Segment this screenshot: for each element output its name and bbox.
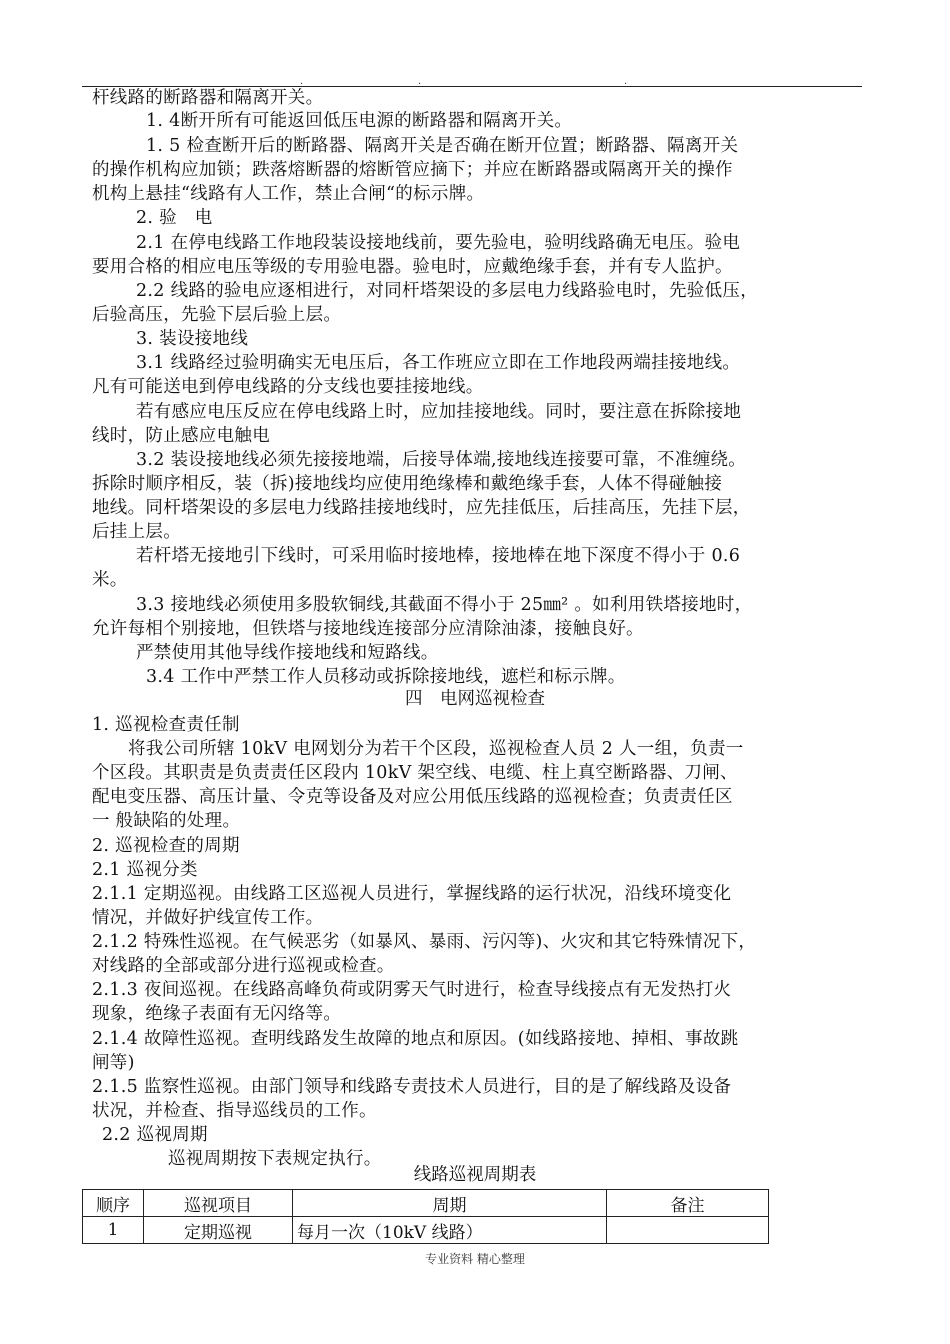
header-dot: .	[300, 76, 304, 87]
text-line: 2. 巡视检查的周期	[92, 836, 240, 856]
text-line: 2.1.5 监察性巡视。由部门领导和线路专责技术人员进行，目的是了解线路及设备	[92, 1077, 732, 1097]
text-line: 2.2 巡视周期	[102, 1125, 208, 1145]
text-line: 2.2 线路的验电应逐相进行，对同杆塔架设的多层电力线路验电时，先验低压，	[136, 281, 758, 301]
text-line: 3.4 工作中严禁工作人员移动或拆除接地线，遮栏和标示牌。	[146, 667, 626, 687]
text-line: 米。	[92, 570, 128, 590]
text-line: 2. 验 电	[136, 208, 213, 228]
header-dot: .	[418, 76, 422, 87]
text-line: 的操作机构应加锁；跌落熔断器的熔断管应摘下；并应在断路器或隔离开关的操作	[92, 160, 733, 180]
text-line: 机构上悬挂“线路有人工作，禁止合闸“的标示牌。	[92, 184, 485, 204]
text-line: 后挂上层。	[92, 522, 181, 542]
text-line: 杆线路的断路器和隔离开关。	[92, 88, 324, 108]
text-line: 凡有可能送电到停电线路的分支线也要挂接地线。	[92, 377, 484, 397]
text-line: 3. 装设接地线	[136, 329, 249, 349]
table-header-row	[83, 1190, 769, 1217]
table-header-cell: 备注	[607, 1190, 769, 1217]
text-line: 一 般缺陷的处理。	[92, 811, 241, 831]
text-line: 2.1.3 夜间巡视。在线路高峰负荷或阴雾天气时进行，检查导线接点有无发热打火	[92, 980, 732, 1000]
table-title: 线路巡视周期表	[413, 1165, 537, 1185]
text-line: 1. 4断开所有可能返回低压电源的断路器和隔离开关。	[146, 111, 573, 131]
text-line: 2.1 在停电线路工作地段装设接地线前，要先验电，验明线路确无电压。验电	[136, 233, 741, 253]
text-line: 3.3 接地线必须使用多股软铜线,其截面不得小于 25㎜² 。如利用铁塔接地时，	[136, 595, 753, 615]
text-line: 3.1 线路经过验明确实无电压后，各工作班应立即在工作地段两端挂接地线。	[136, 353, 741, 373]
text-line: 个区段。其职责是负责责任区段内 10kV 架空线、电缆、柱上真空断路器、刀闸、	[92, 763, 738, 783]
text-line: 允许每相个别接地，但铁塔与接地线连接部分应清除油漆，接触良好。	[92, 619, 644, 639]
text-line: 情况，并做好护线宣传工作。	[92, 908, 324, 928]
text-line: 配电变压器、高压计量、令克等设备及对应公用低压线路的巡视检查；负责责任区	[92, 787, 733, 807]
text-line: 2.1.1 定期巡视。由线路工区巡视人员进行，掌握线路的运行状况，沿线环境变化	[92, 884, 732, 904]
table-row	[83, 1217, 769, 1244]
text-line: 1. 5 检查断开后的断路器、隔离开关是否确在断开位置；断路器、隔离开关	[146, 136, 739, 156]
text-line: 2.1 巡视分类	[92, 860, 198, 880]
text-line: 若杆塔无接地引下线时，可采用临时接地棒，接地棒在地下深度不得小于 0.6	[136, 546, 741, 566]
table-cell: 每月一次（10kV 线路）	[293, 1217, 607, 1244]
table-header-cell: 顺序	[83, 1190, 144, 1217]
text-line: 1. 巡视检查责任制	[92, 715, 240, 735]
text-line: 后验高压，先验下层后验上层。	[92, 305, 342, 325]
header-dot: .	[624, 76, 628, 87]
text-line: 2.1.2 特殊性巡视。在气候恶劣（如暴风、暴雨、污闪等)、火灾和其它特殊情况下，	[92, 932, 757, 952]
text-line: 巡视周期按下表规定执行。	[168, 1149, 382, 1169]
text-line: 若有感应电压反应在停电线路上时，应加挂接地线。同时，要注意在拆除接地	[136, 402, 742, 422]
text-line: 严禁使用其他导线作接地线和短路线。	[136, 643, 439, 663]
patrol-cycle-table	[82, 1189, 769, 1244]
text-line: 线时，防止感应电触电	[92, 426, 270, 446]
text-line: 将我公司所辖 10kV 电网划分为若干个区段，巡视检查人员 2 人一组，负责一	[128, 739, 744, 759]
text-line: 状况，并检查、指导巡线员的工作。	[92, 1101, 377, 1121]
table-cell: 定期巡视	[144, 1217, 293, 1244]
text-line: 3.2 装设接地线必须先接接地端，后接导体端,接地线连接要可靠，不准缠绕。	[136, 450, 747, 470]
text-line: 2.1.4 故障性巡视。查明线路发生故障的地点和原因。(如线路接地、掉相、事故跳	[92, 1029, 739, 1049]
text-line: 拆除时顺序相反，装（拆)接地线均应使用绝缘棒和戴绝缘手套，人体不得碰触接	[92, 474, 723, 494]
table-header-cell: 巡视项目	[144, 1190, 293, 1217]
table-cell	[607, 1217, 769, 1244]
text-line: 要用合格的相应电压等级的专用验电器。验电时，应戴绝缘手套，并有专人监护。	[92, 257, 733, 277]
text-line: 闸等)	[92, 1053, 135, 1073]
table-cell: 1	[83, 1217, 144, 1244]
table-header-cell: 周期	[293, 1190, 607, 1217]
text-line: 对线路的全部或部分进行巡视或检查。	[92, 956, 395, 976]
text-line: 地线。同杆塔架设的多层电力线路挂接地线时，应先挂低压，后挂高压，先挂下层，	[92, 498, 751, 518]
section-heading: 四 电网巡视检查	[405, 689, 545, 709]
page-footer: 专业资料 精心整理	[425, 1252, 525, 1266]
text-line: 现象，绝缘子表面有无闪络等。	[92, 1004, 342, 1024]
